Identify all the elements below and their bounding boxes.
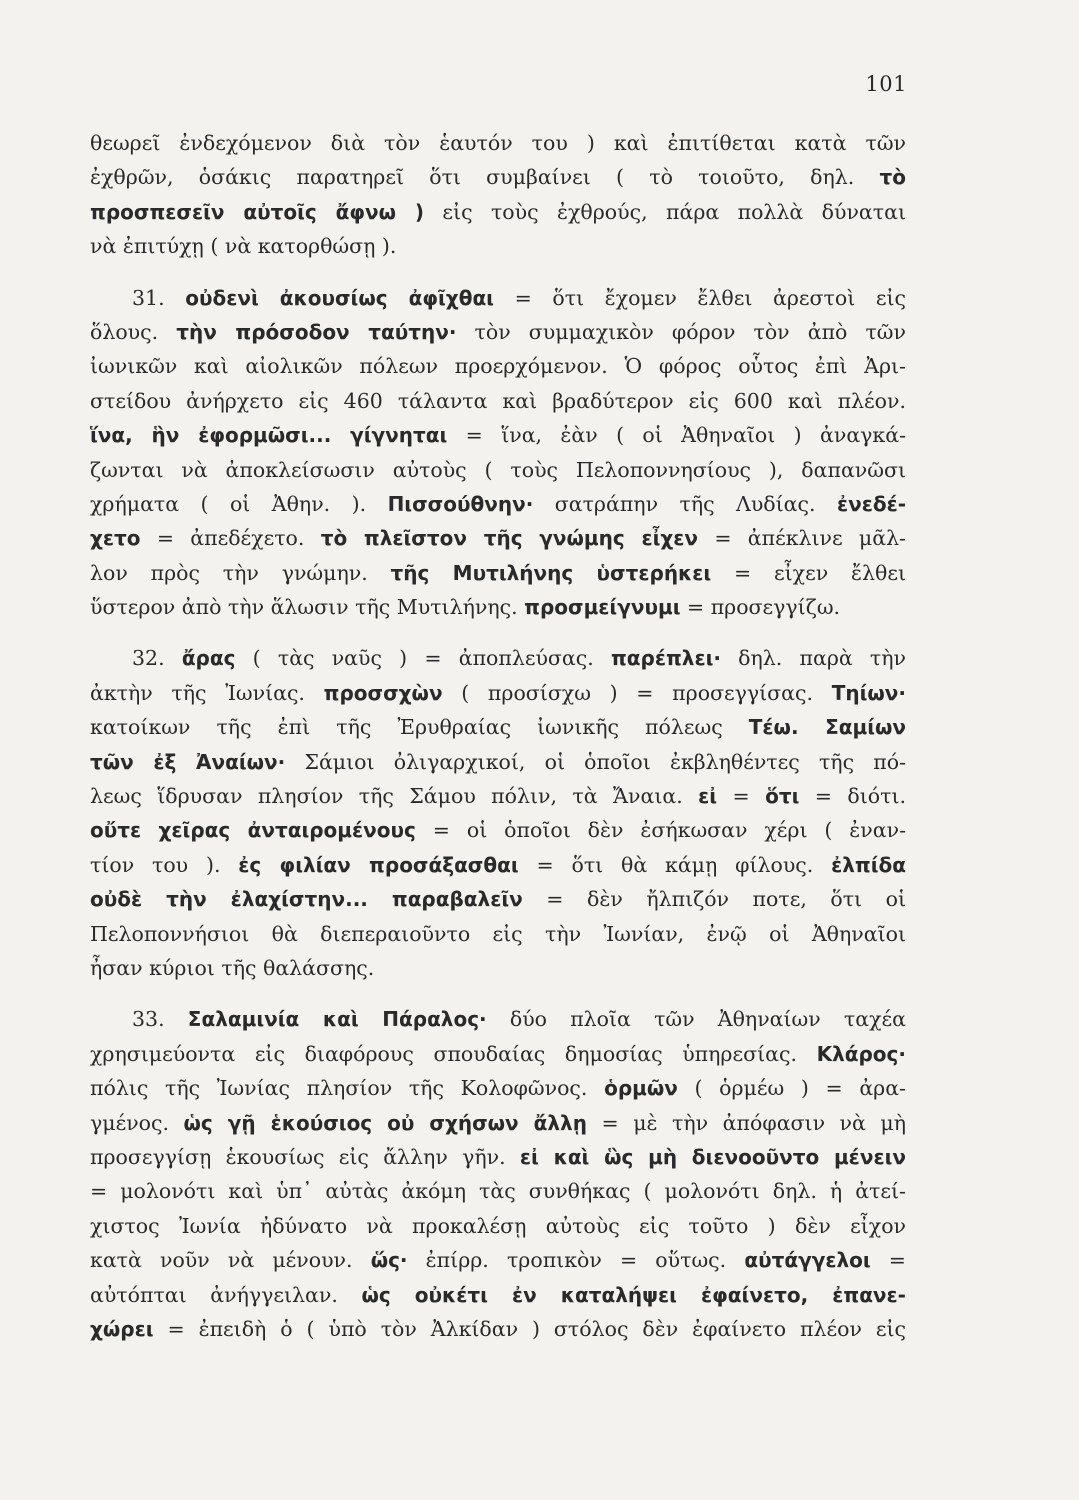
gloss-text: δηλ. παρὰ τὴν [720, 646, 906, 671]
gloss-text: αὐτόπται ἀνήγγειλαν. [90, 1282, 362, 1307]
gloss-text: = προσεγγίζω. [680, 595, 841, 620]
body-text [90, 126, 906, 1346]
gloss-text: Πελοποννήσιοι θὰ διεπεραιοῦντο εἰς τὴν Ἰωνίαν, ἐνῷ οἱ Ἀθηναῖοι [90, 921, 906, 946]
gloss-text: σατράπην τῆς Λυδίας. [533, 491, 837, 516]
gloss-text: = εἶχεν ἔλθει [711, 560, 906, 585]
text-line [90, 1037, 906, 1071]
text-line [90, 917, 906, 951]
bold-lemma: ὅτι [765, 784, 800, 809]
gloss-text: = διότι. [799, 784, 906, 809]
bold-lemma: προσπεσεῖν αὐτοῖς ἄφνω ) [90, 199, 425, 224]
gloss-text: = ὅτι θὰ κάμῃ φίλους. [518, 852, 832, 877]
gloss-text: χιστος Ἰωνία ἠδύνατο νὰ προκαλέσῃ αὐτοὺς εἰς τοῦτο ) δὲν εἶχον [90, 1213, 906, 1238]
text-line [90, 229, 906, 263]
bold-lemma: αὐτάγγελοι [744, 1248, 871, 1273]
text-line [90, 418, 906, 452]
gloss-text: = ὅτι ἔχομεν ἔλθει ἀρεστοὶ εἰς [493, 285, 906, 310]
gloss-text: λεως ἵδρυσαν πλησίον τῆς Σάμου πόλιν, τὰ Ἄναια. [90, 784, 699, 809]
bold-lemma: οὐδενὶ ἀκουσίως ἀφῖχθαι [185, 285, 494, 310]
bold-lemma: ἐνεδέ- [836, 491, 906, 516]
text-line [90, 1174, 906, 1208]
gloss-text: δύο πλοῖα τῶν Ἀθηναίων ταχέα [486, 1007, 906, 1032]
gloss-text: ( ὁρμέω ) = ἀρα- [677, 1076, 906, 1101]
text-line [90, 453, 906, 487]
text-line [90, 641, 906, 675]
gloss-text: = [717, 784, 766, 809]
gloss-text: = οἱ ὁποῖοι δὲν ἐσήκωσαν χέρι ( ἐναν- [415, 818, 906, 843]
text-line [90, 1278, 906, 1312]
text-line [90, 1106, 906, 1140]
gloss-text: = μολονότι καὶ ὑπ᾽ αὐτὰς ἀκόμη τὰς συνθήκας ( μολονότι δηλ. ἡ ἀτεί- [90, 1179, 906, 1204]
gloss-text: = δὲν ἤλπιζόν ποτε, ὅτι οἱ [522, 887, 906, 912]
gloss-text: ἰωνικῶν καὶ αἰολικῶν πόλεων προερχόμενον. Ὁ φόρος οὗτος ἐπὶ Ἀρι- [90, 354, 906, 379]
gloss-text: νὰ ἐπιτύχῃ ( νὰ κατορθώσῃ ). [90, 234, 397, 259]
gloss-text: = ἵνα, ἐὰν ( οἱ Ἀθηναῖοι ) ἀναγκά- [447, 423, 906, 448]
gloss-text: ζωνται νὰ ἀποκλείσωσιν αὐτοὺς ( τοὺς Πελοποννησίους ), δαπανῶσι [90, 457, 906, 482]
text-line [90, 1312, 906, 1346]
gloss-text: πόλις τῆς Ἰωνίας πλησίον τῆς Κολοφῶνος. [90, 1076, 605, 1101]
gloss-text: = ἀπεδέχετο. [140, 526, 321, 551]
bold-lemma: Τέω. Σαμίων [748, 715, 906, 740]
text-line [90, 160, 906, 194]
gloss-text: γμένος. [90, 1110, 184, 1135]
text-line [90, 556, 906, 590]
bold-lemma: τὴν πρόσοδον ταύτην· [176, 319, 457, 344]
gloss-text: χρήματα ( οἱ Ἀθην. ). [90, 491, 388, 516]
bold-lemma: ὡς οὐκέτι ἐν καταλήψει ἐφαίνετο, ἐπανε- [361, 1282, 906, 1307]
bold-lemma: Τηίων· [831, 680, 906, 705]
bold-lemma: Πισσούθνην· [387, 491, 534, 516]
bold-lemma: τῶν ἐξ Ἀναίων· [90, 749, 286, 774]
gloss-text: ( προσίσχω ) = προσεγγίσας. [442, 680, 832, 705]
gloss-text: τίον του ). [90, 852, 239, 877]
gloss-text: ἦσαν κύριοι τῆς θαλάσσης. [90, 955, 375, 980]
text-line [90, 951, 906, 985]
bold-lemma: Κλάρος· [816, 1041, 906, 1066]
bold-lemma: προσσχὼν [323, 680, 443, 705]
gloss-text: 31. [132, 285, 186, 310]
gloss-text: 33. [132, 1007, 188, 1032]
gloss-text: = μὲ τὴν ἀπόφασιν νὰ μὴ [586, 1110, 906, 1135]
bold-lemma: ὥς· [370, 1248, 408, 1273]
text-line [90, 1071, 906, 1105]
text-line [90, 590, 906, 624]
text-line [90, 676, 906, 710]
bold-lemma: χετο [90, 526, 141, 551]
gloss-text: = [870, 1248, 906, 1273]
bold-lemma: Σαλαμινία καὶ Πάραλος· [187, 1007, 487, 1032]
gloss-text: ὅλους. [90, 319, 177, 344]
bold-lemma: ὁρμῶν [604, 1076, 678, 1101]
bold-lemma: τῆς Μυτιλήνης ὑστερήκει [390, 560, 712, 585]
paragraph-gap [90, 985, 906, 1002]
text-line [90, 779, 906, 813]
text-line [90, 195, 906, 229]
bold-lemma: ἄρας [181, 646, 236, 671]
bold-lemma: ὡς γῇ ἑκούσιος οὐ σχήσων ἄλλῃ [183, 1110, 587, 1135]
bold-lemma: οὐδὲ τὴν ἐλαχίστην... παραβαλεῖν [90, 887, 523, 912]
text-line [90, 848, 906, 882]
bold-lemma: παρέπλει· [610, 646, 721, 671]
gloss-text: Σάμιοι ὀλιγαρχικοί, οἱ ὁποῖοι ἐκβληθέντες τῆς πό- [285, 749, 906, 774]
text-line [90, 813, 906, 847]
bold-lemma: οὔτε χεῖρας ἀνταιρομένους [90, 818, 416, 843]
gloss-text: προσεγγίσῃ ἑκουσίως εἰς ἄλλην γῆν. [90, 1144, 520, 1169]
text-line [90, 281, 906, 315]
bold-lemma: εἰ καὶ ὣς μὴ διενοοῦντο μένειν [519, 1144, 906, 1169]
text-line [90, 315, 906, 349]
gloss-text: ἀκτὴν τῆς Ἰωνίας. [90, 680, 324, 705]
bold-lemma: χώρει [90, 1316, 154, 1341]
bold-lemma: εἰ [698, 784, 718, 809]
gloss-text: κατοίκων τῆς ἐπὶ τῆς Ἐρυθραίας ἰωνικῆς πόλεως [90, 715, 749, 740]
text-line [90, 882, 906, 916]
gloss-text: εἰς τοὺς ἐχθρούς, πάρα πολλὰ δύναται [424, 199, 906, 224]
gloss-text: ἐχθρῶν, ὁσάκις παρατηρεῖ ὅτι συμβαίνει ( τὸ τοιοῦτο, δηλ. [90, 165, 880, 190]
gloss-text: στείδου ἀνήρχετο εἰς 460 τάλαντα καὶ βραδύτερον εἰς 600 καὶ πλέον. [90, 388, 906, 413]
text-line [90, 710, 906, 744]
bold-lemma: τὸ πλεῖστον τῆς γνώμης εἶχεν [320, 526, 699, 551]
gloss-text: ἐπίρρ. τροπικὸν = οὕτως. [407, 1248, 745, 1273]
gloss-text: 32. [132, 646, 182, 671]
gloss-text: ὕστερον ἀπὸ τὴν ἅλωσιν τῆς Μυτιλήνης. [90, 595, 525, 620]
text-line [90, 1243, 906, 1277]
bold-lemma: ἐς φιλίαν προσάξασθαι [238, 852, 519, 877]
text-line [90, 384, 906, 418]
gloss-text: κατὰ νοῦν νὰ μένουν. [90, 1248, 371, 1273]
gloss-text: = ἐπειδὴ ὁ ( ὑπὸ τὸν Ἀλκίδαν ) στόλος δὲν ἐφαίνετο πλέον εἰς [153, 1316, 906, 1341]
text-line [90, 521, 906, 555]
text-line [90, 487, 906, 521]
text-line [90, 745, 906, 779]
bold-lemma: τὸ [879, 165, 906, 190]
gloss-text: = ἀπέκλινε μᾶλ- [698, 526, 906, 551]
text-line [90, 1209, 906, 1243]
bold-lemma: προσμείγνυμι [524, 595, 681, 620]
paragraph-gap [90, 264, 906, 281]
page-number: 101 [865, 72, 907, 96]
gloss-text: ( τὰς ναῦς ) = ἀποπλεύσας. [235, 646, 611, 671]
gloss-text: χρησιμεύοντα εἰς διαφόρους σπουδαίας δημοσίας ὑπηρεσίας. [90, 1041, 817, 1066]
text-line [90, 126, 906, 160]
paragraph-gap [90, 624, 906, 641]
text-line [90, 349, 906, 383]
gloss-text: τὸν συμμαχικὸν φόρον τὸν ἀπὸ τῶν [456, 319, 906, 344]
text-line [90, 1002, 906, 1036]
gloss-text: λον πρὸς τὴν γνώμην. [90, 560, 391, 585]
bold-lemma: ἐλπίδα [831, 852, 906, 877]
bold-lemma: ἵνα, ἣν ἐφορμῶσι... γίγνηται [90, 423, 448, 448]
gloss-text: θεωρεῖ ἐνδεχόμενον διὰ τὸν ἑαυτόν του ) καὶ ἐπιτίθεται κατὰ τῶν [90, 131, 906, 155]
text-line [90, 1140, 906, 1174]
